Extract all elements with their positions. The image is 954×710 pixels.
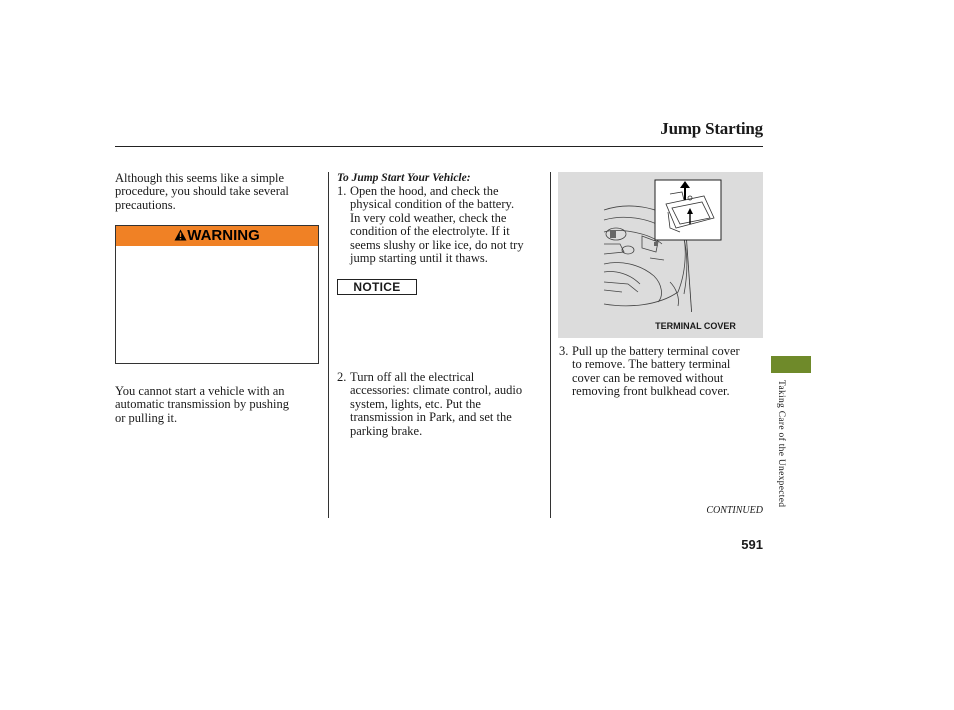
terminal-cover-figure [558,172,763,338]
warning-header [116,226,318,246]
intro-paragraph [115,172,325,212]
warning-triangle-icon [174,229,187,241]
figure-caption: TERMINAL COVER [655,321,736,331]
step-1 [337,185,547,267]
step-line: parking brake. [350,423,423,438]
step-3 [559,345,764,405]
step-text [572,345,740,399]
step-line: In very cold weather, check the [350,210,507,225]
page-number: 591 [741,537,763,552]
outro-line: automatic transmission by pushing [115,397,289,412]
step-line: removing front bulkhead cover. [572,384,730,399]
outro-line: You cannot start a vehicle with an [115,384,285,398]
step-number: 1. [337,184,347,198]
column-divider [550,172,551,518]
step-line: accessories: climate control, audio [350,383,523,398]
step-line: seems slushy or like ice, do not try [350,237,524,252]
step-number: 3. [559,344,569,358]
step-line: Open the hood, and check the [350,184,499,198]
step-text [350,371,522,438]
step-line: condition of the electrolyte. If it [350,224,510,239]
step-line: to remove. The battery terminal [572,357,731,372]
step-number: 2. [337,370,347,384]
engine-bay-illustration [558,172,763,312]
step-line: Pull up the battery terminal cover [572,344,740,358]
outro-line: or pulling it. [115,410,178,425]
notice-label: NOTICE [337,279,417,295]
step-line: Turn off all the electrical [350,370,475,384]
intro-line: precautions. [115,197,176,212]
section-heading: To Jump Start Your Vehicle: [337,172,471,184]
chapter-tab [771,356,811,373]
step-line: jump starting until it thaws. [350,251,488,266]
step-2 [337,371,547,441]
chapter-label: Taking Care of the Unexpected [776,380,786,508]
step-line: physical condition of the battery. [350,197,515,212]
warning-label: WARNING [187,227,260,244]
header-rule [115,146,763,147]
page-title: Jump Starting [660,119,763,138]
step-line: cover can be removed without [572,370,724,385]
step-text [350,185,524,265]
warning-box [115,225,319,364]
step-line: transmission in Park, and set the [350,410,512,425]
intro-line: procedure, you should take several [115,184,289,199]
outro-paragraph [115,385,325,425]
column-divider [328,172,329,518]
step-line: system, lights, etc. Put the [350,396,481,411]
intro-line: Although this seems like a simple [115,171,285,185]
continued-label: CONTINUED [706,505,763,516]
